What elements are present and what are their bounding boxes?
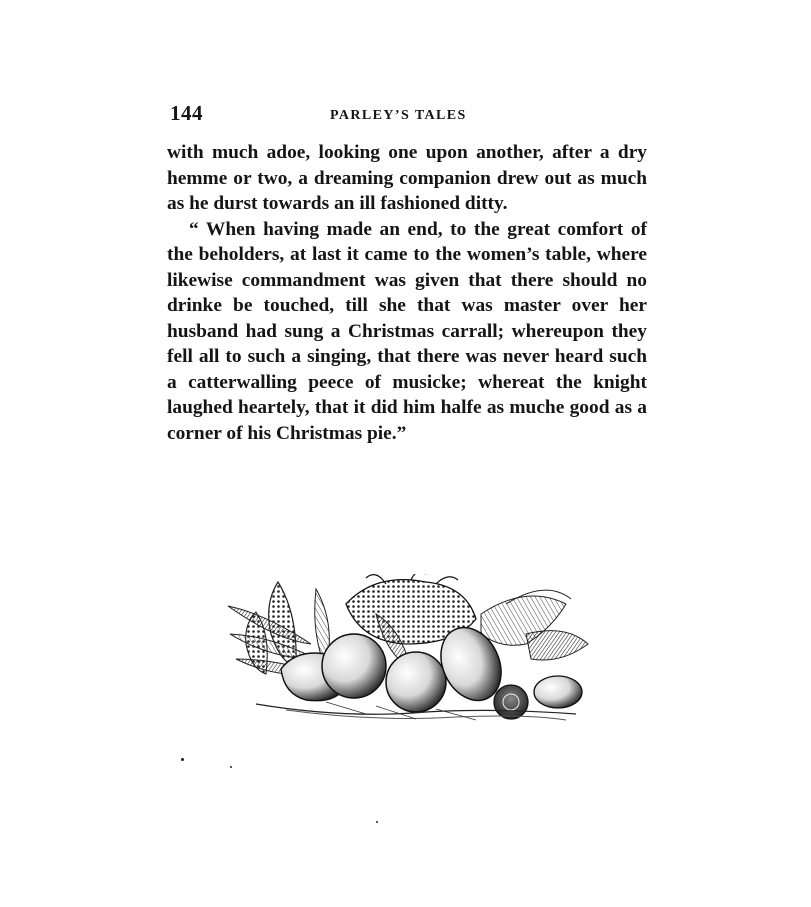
running-title: PARLEY’S TALES: [330, 108, 467, 123]
ink-speck: [181, 758, 184, 761]
page-number: 144: [170, 101, 203, 125]
paragraph-quote: “ When having made an end, to the great comfort of the beholders, at last it came to the women’s table, where likewise commandment was given that there should no drinke be touched, till she that was master over her husband had sung a Christmas carrall; whereupon they fell all to such a singing, that there was never heard such a catterwalling peece of musicke; whereat the knight laughed heartely, that it did him halfe as muche good as a corner of his Christmas pie.”: [167, 218, 647, 444]
ink-speck: [230, 766, 232, 768]
paragraph-continued: with much adoe, looking one upon another, after a dry hemme or two, a dreaming companion drew out as much as he durst towards an ill fashioned ditty.: [167, 142, 647, 214]
ink-speck: [376, 821, 378, 823]
body-text: [167, 140, 647, 446]
fruit-still-life-engraving-icon: [226, 574, 590, 726]
page-header: [170, 101, 648, 129]
